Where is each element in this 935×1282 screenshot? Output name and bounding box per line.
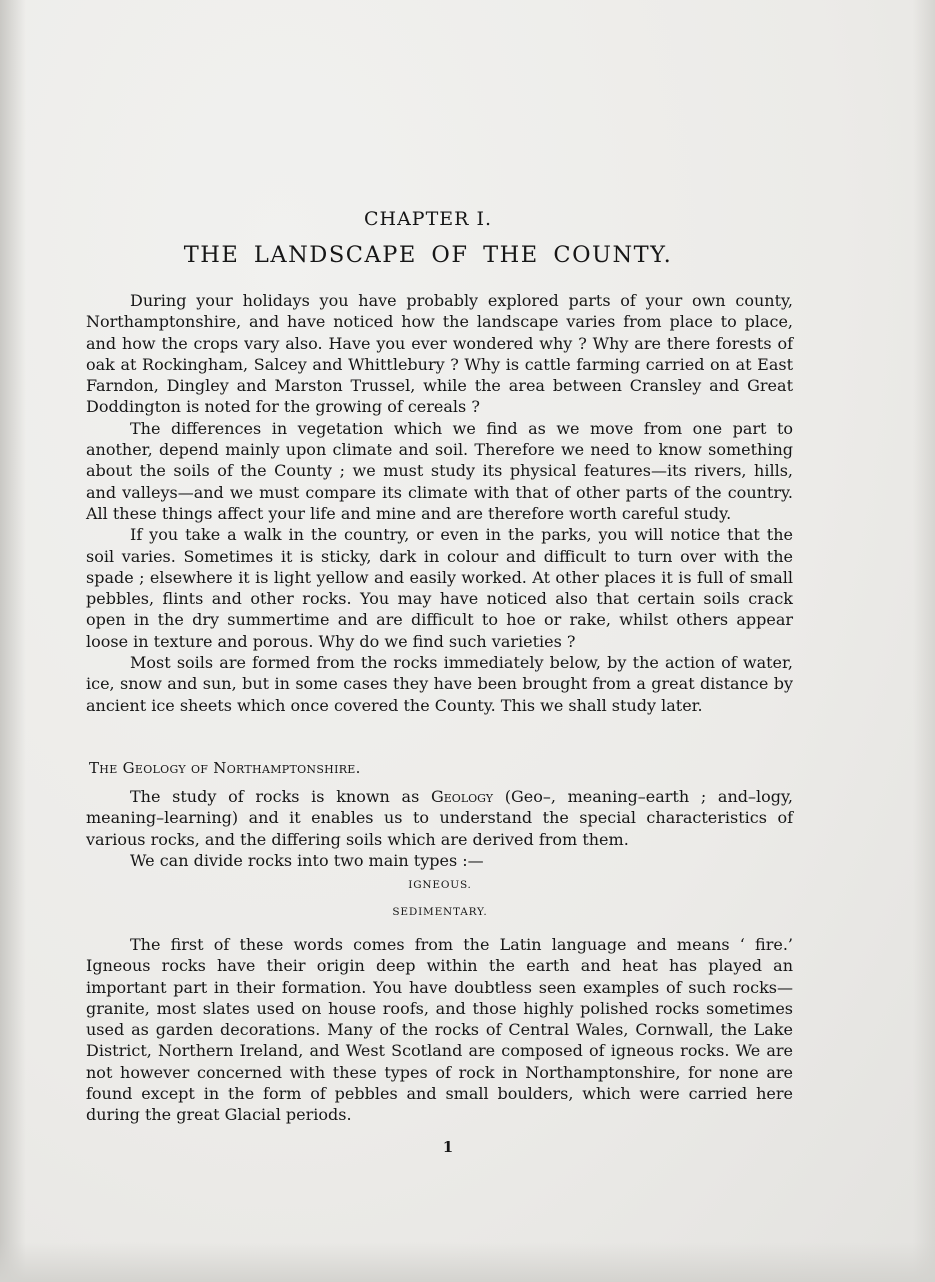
paragraph-igneous: The first of these words comes from the Latin language and means ‘ fire.’ Igneous rocks have their origin deep within the earth and heat has played an important part in their formation. You have doubtless seen examples of such rocks—granite, most slates used on house roofs, and those highly polished rocks sometimes used as garden decorations. Many of the rocks of Central Wales, Cornwall, the Lake District, Northern Ireland, and West Scotland are composed of igneous rocks. We are not however concerned with these types of rock in Northamptonshire, for none are found except in the form of pebbles and small boulders, which were carried here during the great Glacial periods.: [86, 935, 793, 1125]
landscape-text: [86, 290, 793, 716]
chapter-title: THE LANDSCAPE OF THE COUNTY.: [183, 242, 673, 268]
intro-before: The study of rocks is known as: [130, 787, 431, 806]
rock-type-igneous: IGNEOUS.: [408, 879, 472, 891]
paragraph-soil-formation: Most soils are formed from the rocks immediately below, by the action of water, ice, snow and sun, but in some cases they have been brought from a great distance by ancient ice sheets which once covered the County. This we shall study later.: [86, 653, 793, 715]
page-edge-shadow-right: [913, 0, 935, 1282]
page-edge-shadow-left: [0, 0, 26, 1282]
paragraph-divide-rocks: We can divide rocks into two main types :—: [130, 850, 484, 870]
paragraph-geology-intro: [86, 786, 793, 850]
rock-type-sedimentary: SEDIMENTARY.: [392, 906, 488, 918]
geology-text: [86, 786, 793, 871]
igneous-text: [86, 934, 793, 1126]
section-heading-geology: The Geology of Northamptonshire.: [89, 759, 361, 777]
paragraph-differences: The differences in vegetation which we find as we move from one part to another, depend mainly upon climate and soil. Therefore we need to know something about the soils of the County ; we must study its physical features—its rivers, hills, and valleys—and we must compare its climate with that of other parts of the country. All these things affect your life and mine and are therefore worth careful study.: [86, 418, 793, 523]
term-geology: Geology: [430, 787, 493, 806]
paragraph-holidays: During your holidays you have probably explored parts of your own county, Northamptonshire, and have noticed how the landscape varies from place to place, and how the crops vary also. Have you ever wondered why ? Why are there forests of oak at Rockingham, Salcey and Whittlebury ? Why is cattle farming carried on at East Farndon, Dingley and Marston Trussel, while the area between Cransley and Great Doddington is noted for the growing of cereals ?: [86, 291, 793, 417]
intro-after: (Geo–, meaning–earth ; and–logy, meaning–learning) and it enables us to understand the special characteristics of various rocks, and the differing soils which are derived from them.: [86, 787, 794, 849]
page-number: 1: [442, 1138, 454, 1156]
paragraph-soil-varies: If you take a walk in the country, or even in the parks, you will notice that the soil varies. Sometimes it is sticky, dark in colour and difficult to turn over with the spade ; elsewhere it is light yellow and easily worked. At other places it is full of small pebbles, flints and other rocks. You may have noticed also that certain soils crack open in the dry summertime and are difficult to hoe or rake, whilst others appear loose in texture and porous. Why do we find such varieties ?: [86, 525, 793, 651]
chapter-label: CHAPTER I.: [363, 208, 493, 230]
page-edge-shadow-bottom: [0, 1242, 935, 1282]
